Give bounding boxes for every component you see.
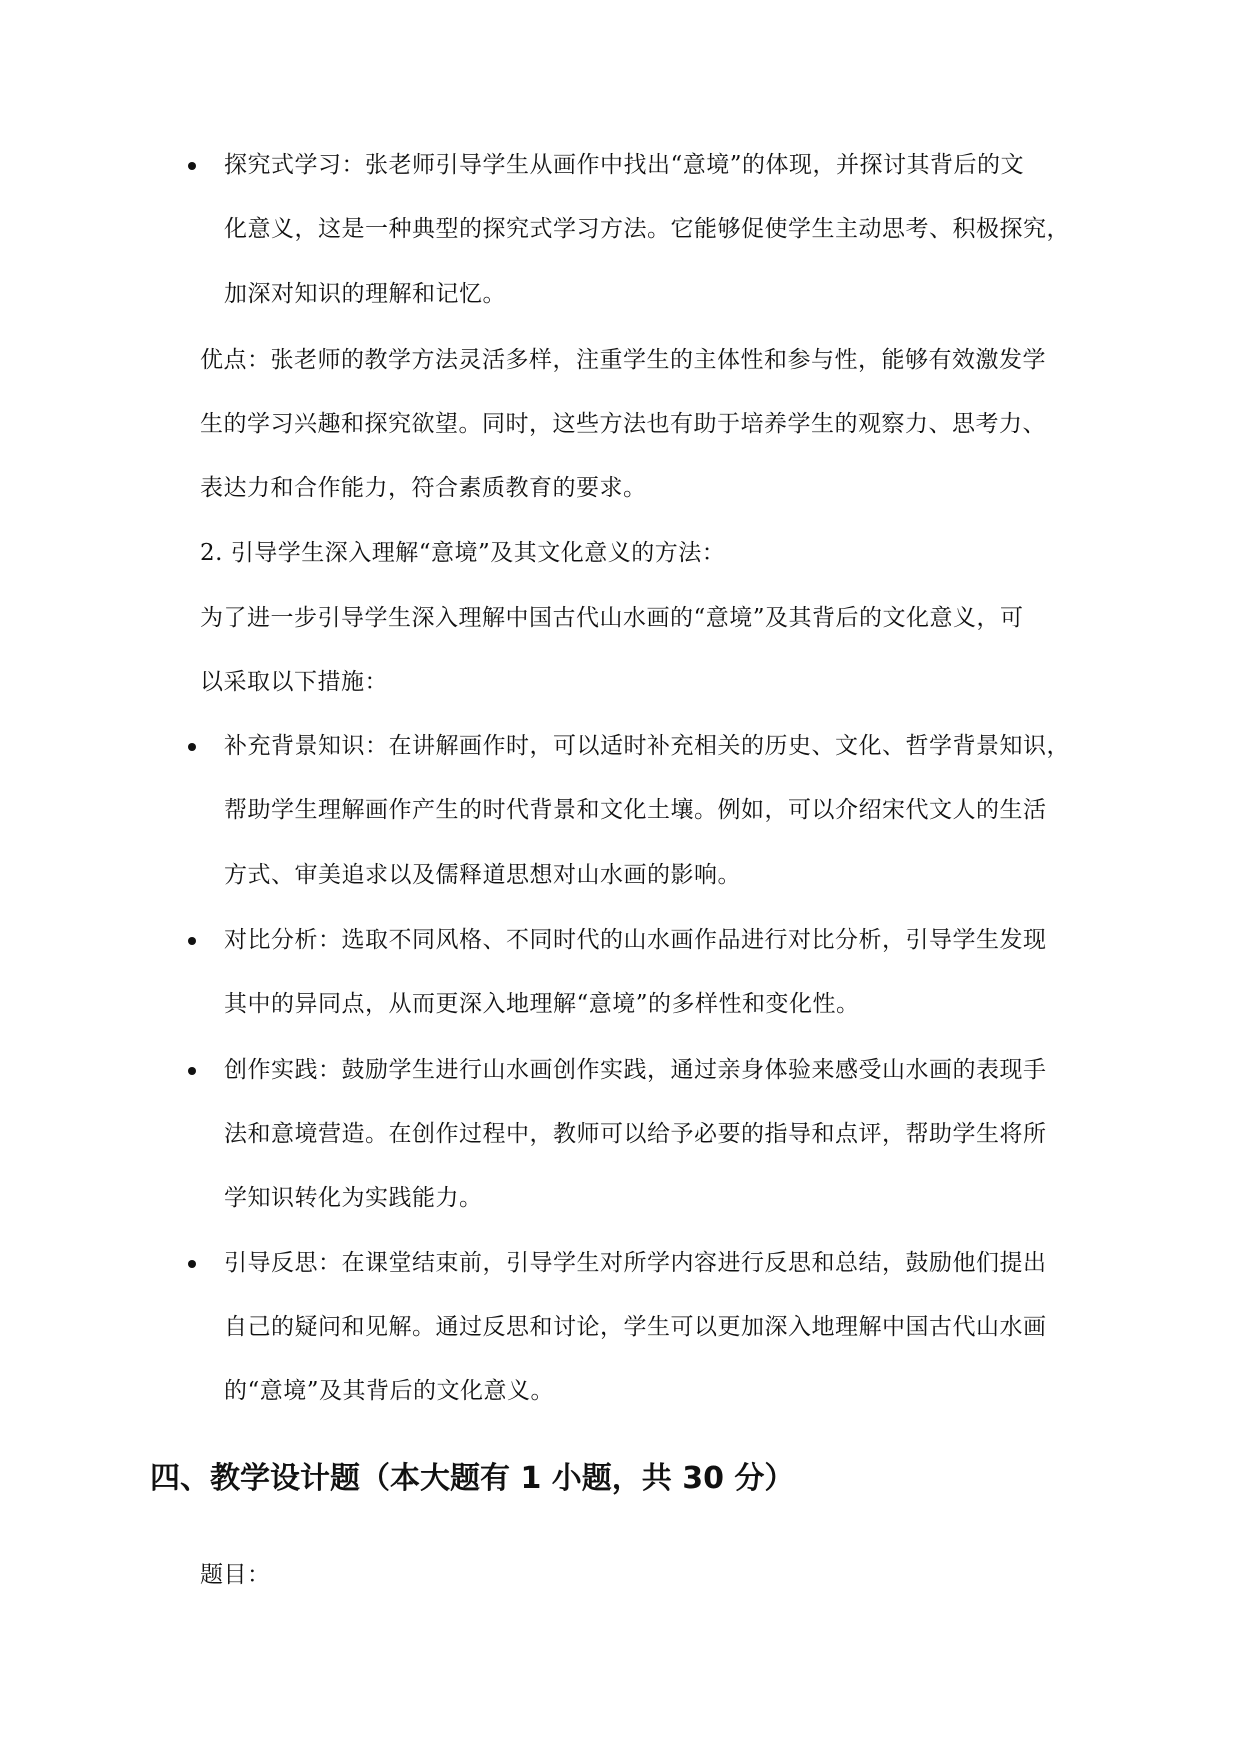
bullet-line: 探究式学习：张老师引导学生从画作中找出“意境”的体现，并探讨其背后的文 <box>224 152 1025 178</box>
paragraph-line: 以采取以下措施： <box>200 669 388 695</box>
bullet-line: 方式、审美追求以及儒释道思想对山水画的影响。 <box>224 862 741 888</box>
bullet-line: 帮助学生理解画作产生的时代背景和文化土壤。例如，可以介绍宋代文人的生活 <box>224 797 1047 823</box>
bullet-line: 的“意境”及其背后的文化意义。 <box>224 1378 555 1404</box>
bullet-dot-icon <box>188 937 196 945</box>
bullet-dot-icon <box>188 1067 196 1075</box>
numbered-line: 2. 引导学生深入理解“意境”及其文化意义的方法： <box>200 540 726 566</box>
bullet-line: 对比分析：选取不同风格、不同时代的山水画作品进行对比分析，引导学生发现 <box>224 927 1047 953</box>
bullet-line: 化意义，这是一种典型的探究式学习方法。它能够促使学生主动思考、积极探究， <box>224 216 1070 242</box>
paragraph-line: 为了进一步引导学生深入理解中国古代山水画的“意境”及其背后的文化意义，可 <box>200 605 1024 631</box>
paragraph-line: 生的学习兴趣和探究欲望。同时，这些方法也有助于培养学生的观察力、思考力、 <box>200 411 1046 437</box>
bullet-line: 学知识转化为实践能力。 <box>224 1185 483 1211</box>
bullet-line: 补充背景知识：在讲解画作时，可以适时补充相关的历史、文化、哲学背景知识， <box>224 733 1070 759</box>
bullet-line: 创作实践：鼓励学生进行山水画创作实践，通过亲身体验来感受山水画的表现手 <box>224 1057 1047 1083</box>
section-heading: 四、教学设计题（本大题有 1 小题，共 30 分） <box>150 1461 795 1496</box>
bullet-dot-icon <box>188 743 196 751</box>
paragraph-line: 优点：张老师的教学方法灵活多样，注重学生的主体性和参与性，能够有效激发学 <box>200 347 1046 373</box>
paragraph-line: 表达力和合作能力，符合素质教育的要求。 <box>200 475 647 501</box>
bullet-line: 自己的疑问和见解。通过反思和讨论，学生可以更加深入地理解中国古代山水画 <box>224 1314 1047 1340</box>
bullet-line: 加深对知识的理解和记忆。 <box>224 281 506 307</box>
bullet-line: 法和意境营造。在创作过程中，教师可以给予必要的指导和点评，帮助学生将所 <box>224 1121 1047 1147</box>
bullet-dot-icon <box>188 1260 196 1268</box>
bullet-line: 其中的异同点，从而更深入地理解“意境”的多样性和变化性。 <box>224 991 860 1017</box>
bullet-dot-icon <box>188 162 196 170</box>
bullet-line: 引导反思：在课堂结束前，引导学生对所学内容进行反思和总结，鼓励他们提出 <box>224 1250 1047 1276</box>
question-label: 题目： <box>200 1562 271 1588</box>
